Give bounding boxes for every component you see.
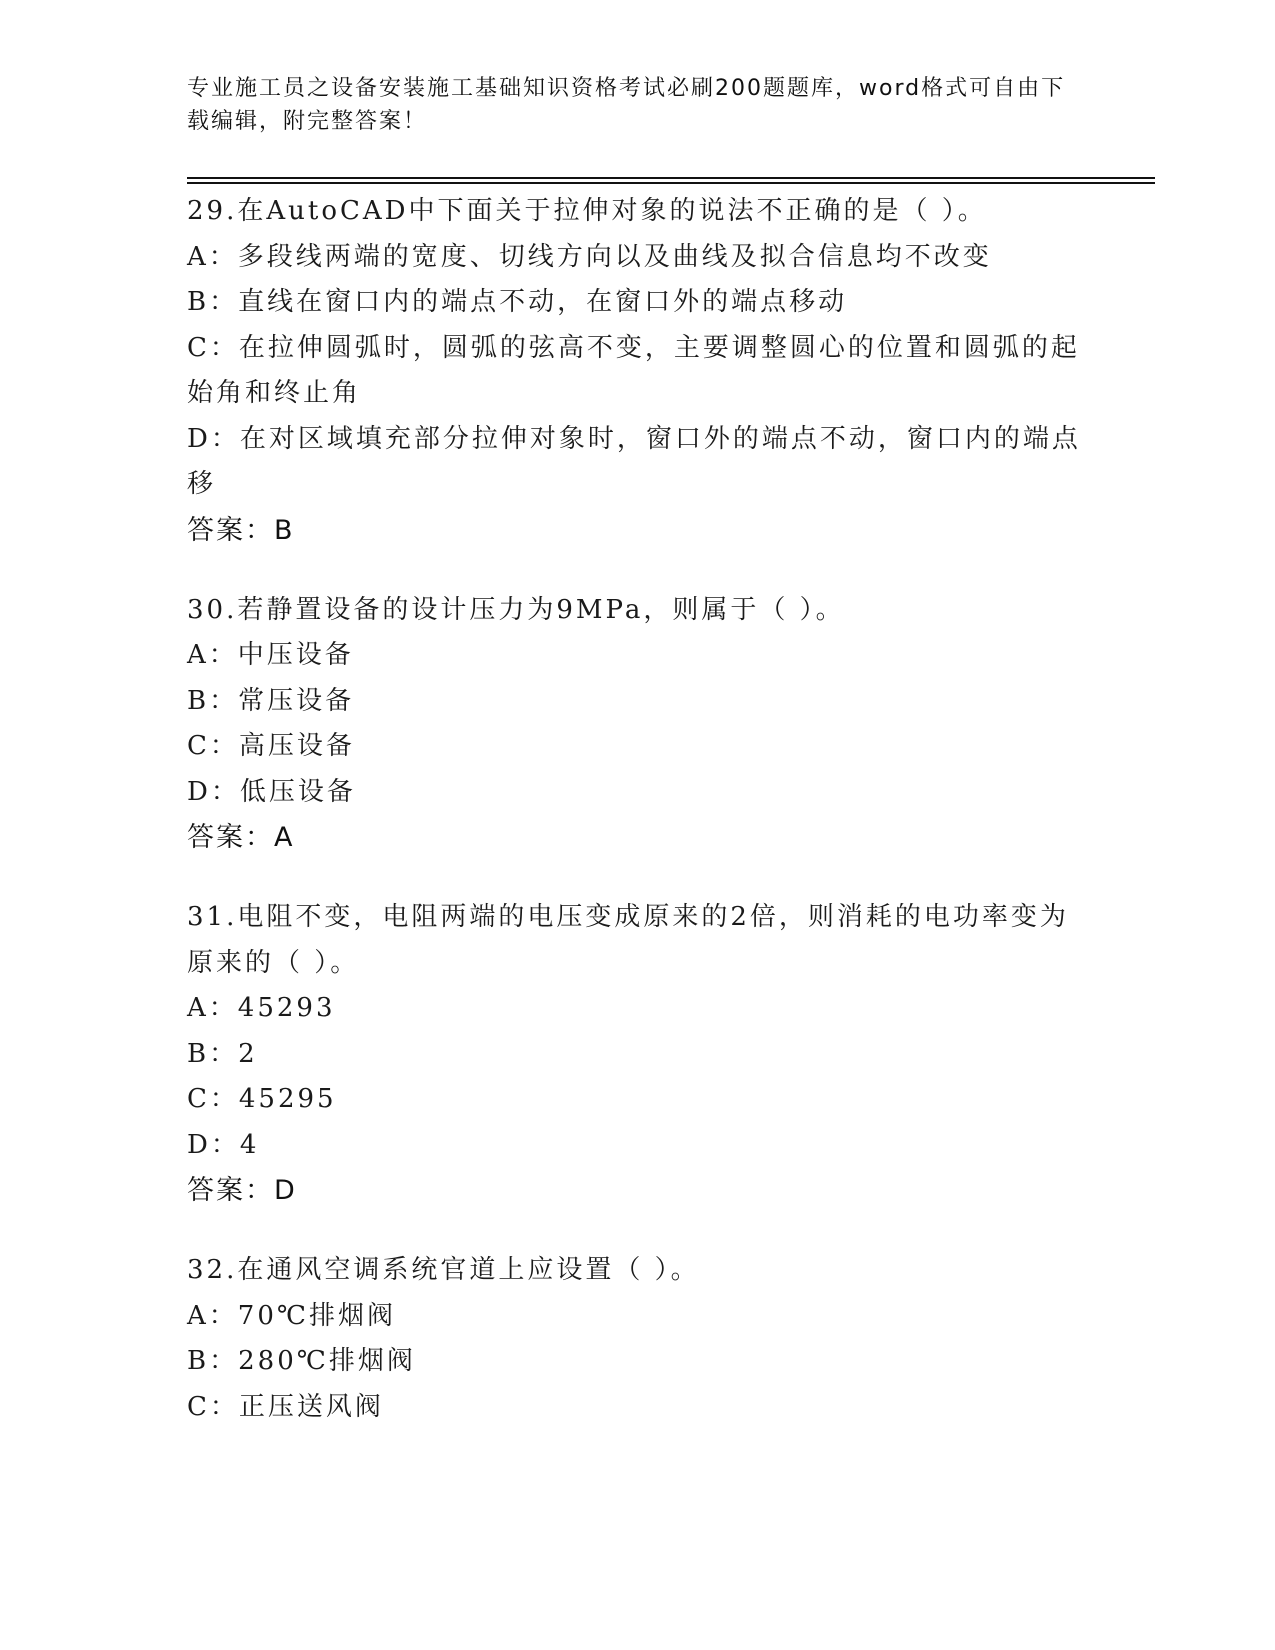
option-a: A：多段线两端的宽度、切线方向以及曲线及拟合信息均不改变 — [187, 241, 992, 272]
document-header: 专业施工员之设备安装施工基础知识资格考试必刷200题题库，word格式可自由下载编辑，附完整答案！ — [187, 76, 1066, 134]
question-31 — [187, 895, 1087, 1214]
header-rule-bottom — [187, 182, 1155, 184]
option-a: A：中压设备 — [187, 640, 354, 670]
option-d: D：在对区域填充部分拉伸对象时，窗口外的端点不动，窗口内的端点 — [187, 423, 1081, 454]
header-rule-top — [187, 177, 1155, 179]
question-stem-continued: 原来的（ ）。 — [187, 947, 360, 978]
question-stem: 29.在AutoCAD中下面关于拉伸对象的说法不正确的是（ ）。 — [187, 196, 987, 226]
option-b: B：280℃排烟阀 — [187, 1346, 416, 1376]
option-c: C：45295 — [187, 1084, 337, 1114]
option-d-continued: 移 — [187, 469, 217, 499]
option-a: A：70℃排烟阀 — [187, 1300, 396, 1331]
question-30 — [187, 588, 1087, 862]
question-stem: 32.在通风空调系统官道上应设置（ ）。 — [187, 1255, 700, 1285]
option-b: B：直线在窗口内的端点不动，在窗口外的端点移动 — [187, 287, 848, 317]
option-a: A：45293 — [187, 993, 336, 1023]
option-c: C：正压送风阀 — [187, 1391, 384, 1422]
option-c-continued: 始角和终止角 — [187, 378, 362, 408]
option-d: D：低压设备 — [187, 776, 356, 807]
option-c: C：高压设备 — [187, 731, 355, 761]
option-b: B：常压设备 — [187, 685, 355, 716]
option-d: D：4 — [187, 1129, 260, 1160]
answer-label: 答案：D — [187, 1175, 297, 1206]
question-stem: 30.若静置设备的设计压力为9MPa，则属于（ ）。 — [187, 594, 845, 625]
question-32 — [187, 1248, 1087, 1430]
question-29 — [187, 189, 1087, 554]
option-c: C：在拉伸圆弧时，圆弧的弦高不变，主要调整圆心的位置和圆弧的起 — [187, 332, 1080, 363]
question-stem: 31.电阻不变，电阻两端的电压变成原来的2倍，则消耗的电功率变为 — [187, 902, 1069, 932]
answer-label: 答案：B — [187, 514, 295, 546]
question-list — [187, 189, 1087, 1464]
answer-label: 答案：A — [187, 822, 295, 853]
option-b: B：2 — [187, 1038, 258, 1069]
